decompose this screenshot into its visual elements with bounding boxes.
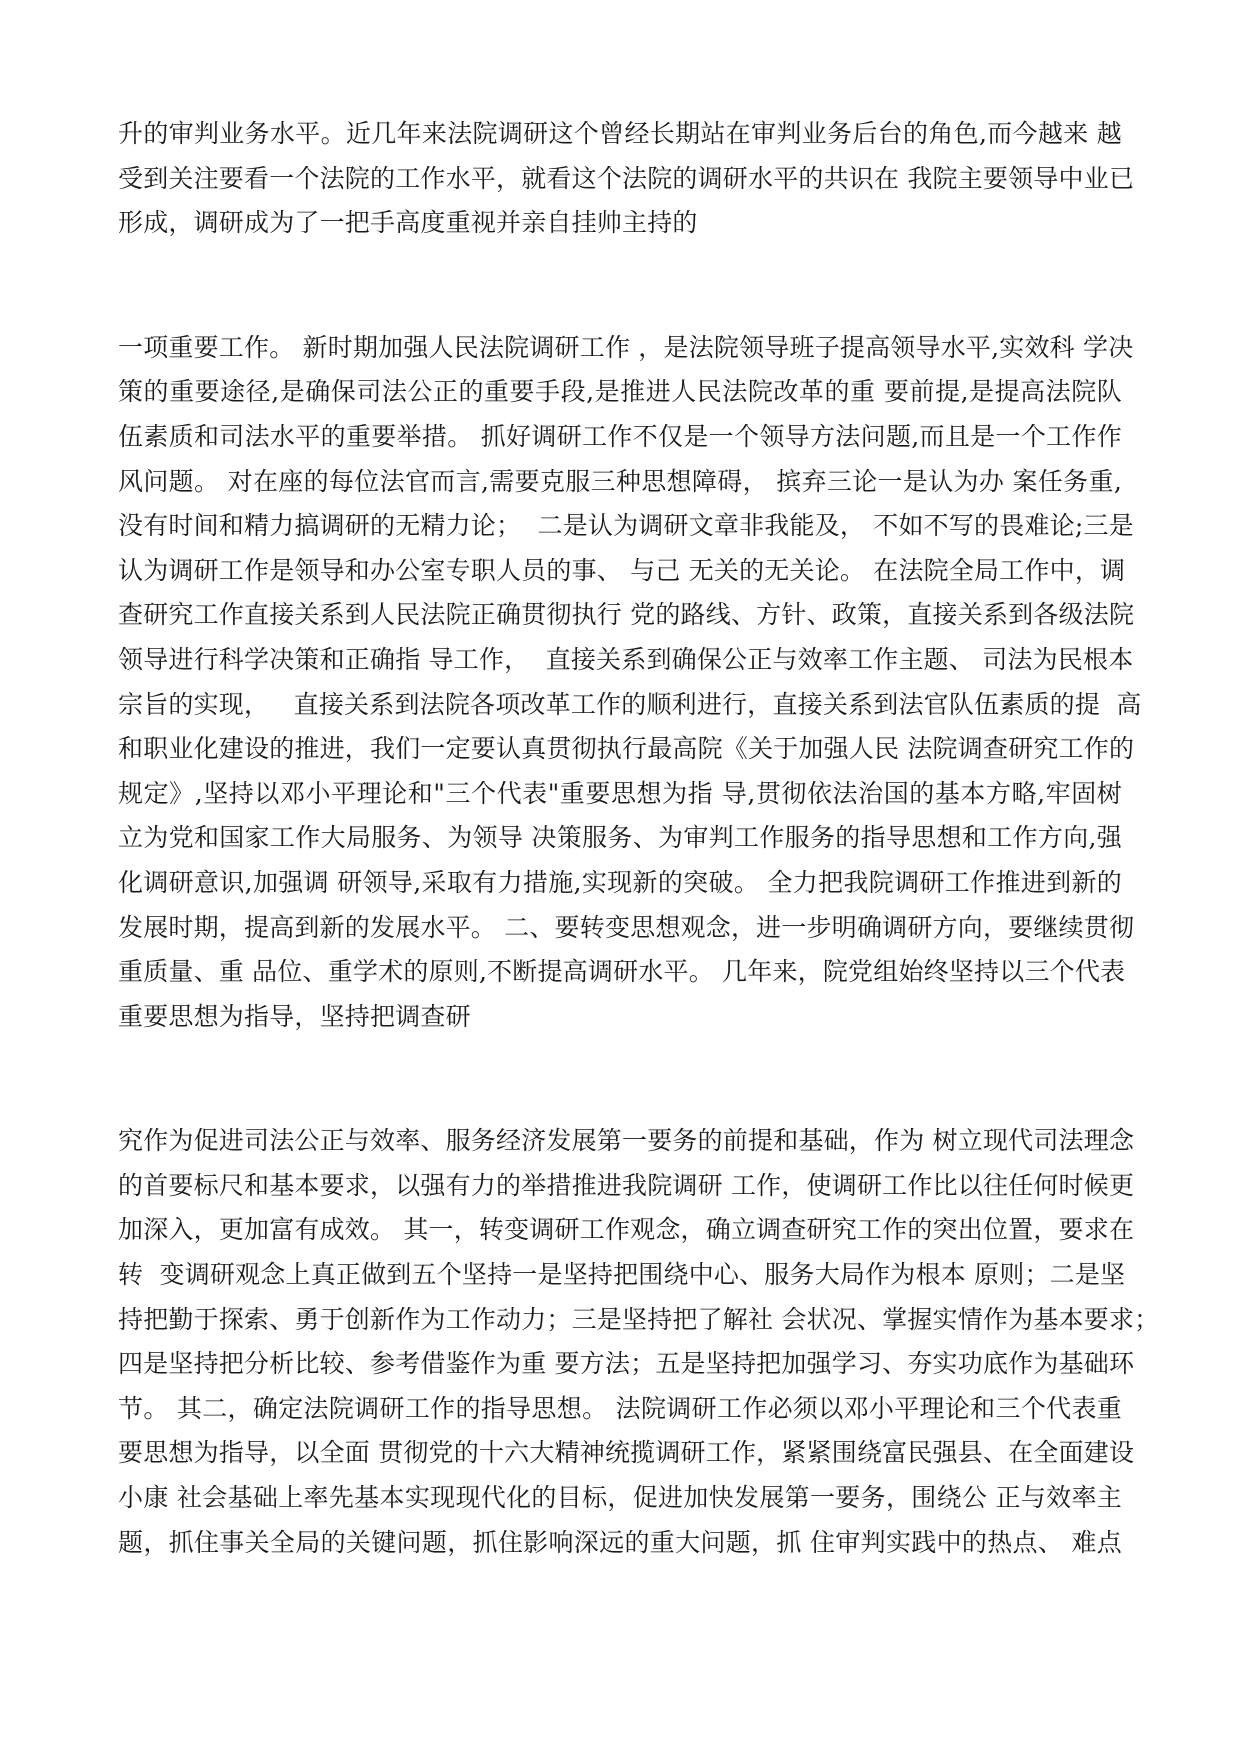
text-line: 策的重要途径,是确保司法公正的重要手段,是推进人民法院改革的重 要前提,是提高法院队 (118, 377, 1122, 407)
text-line: 究作为促进司法公正与效率、服务经济发展第一要务的前提和基础，作为 树立现代司法理念 (118, 1126, 1135, 1156)
text-line: 持把勤于探索、勇于创新作为工作动力；三是坚持把了解社 会状况、掌握实情作为基本要求； (118, 1304, 1160, 1334)
text-line: 转 变调研观念上真正做到五个坚持一是坚持把围绕中心、服务大局作为根本 原则；二是坚 (118, 1260, 1126, 1290)
paragraph-gap (118, 1039, 1122, 1119)
text-line: 伍素质和司法水平的重要举措。 抓好调研工作不仅是一个领导方法问题,而且是一个工作作 (118, 421, 1122, 451)
text-line: 要思想为指导，以全面 贯彻党的十六大精神统揽调研工作，紧紧围绕富民强县、在全面建设 (118, 1438, 1135, 1468)
text-line: 宗旨的实现， 直接关系到法院各项改革工作的顺利进行，直接关系到法官队伍素质的提 高 (118, 689, 1142, 719)
text-line: 受到关注要看一个法院的工作水平，就看这个法院的调研水平的共识在 我院主要领导中业已 (118, 163, 1135, 193)
document-page (118, 112, 1160, 1565)
paragraph-1 (118, 112, 1135, 246)
text-line: 化调研意识,加强调 研领导,采取有力措施,实现新的突破。 全力把我院调研工作推进到新的 (118, 867, 1122, 897)
paragraph-gap (118, 246, 1122, 326)
text-line: 一项重要工作。 新时期加强人民法院调研工作 ，是法院领导班子提高领导水平,实效科 学决 (118, 332, 1134, 362)
text-line: 节。 其二，确定法院调研工作的指导思想。 法院调研工作必须以邓小平理论和三个代表重 (118, 1393, 1122, 1423)
text-line: 四是坚持把分析比较、参考借鉴作为重 要方法；五是坚持把加强学习、夯实功底作为基础环 (118, 1349, 1135, 1379)
text-line: 加深入，更加富有成效。 其一，转变调研工作观念，确立调查研究工作的突出位置，要求在 (118, 1215, 1135, 1245)
text-line: 重要思想为指导，坚持把调查研 (118, 1001, 471, 1031)
text-line: 升的审判业务水平。近几年来法院调研这个曾经长期站在审判业务后台的角色,而今越来 越 (118, 119, 1122, 148)
paragraph-3 (118, 1119, 1160, 1565)
text-line: 没有时间和精力搞调研的无精力论； 二是认为调研文章非我能及， 不如不写的畏难论;三是 (118, 511, 1134, 541)
text-line: 的首要标尺和基本要求，以强有力的举措推进我院调研 工作，使调研工作比以往任何时候更 (118, 1170, 1135, 1200)
paragraph-2 (118, 326, 1142, 1040)
text-line: 题，抓住事关全局的关键问题，抓住影响深远的重大问题，抓 住审判实践中的热点、 难点 (118, 1527, 1122, 1557)
text-line: 和职业化建设的推进，我们一定要认真贯彻执行最高院《关于加强人民 法院调查研究工作的 (118, 734, 1135, 764)
text-line: 认为调研工作是领导和办公室专职人员的事、 与己 无关的无关论。 在法院全局工作中，调 (118, 555, 1126, 585)
text-line: 风问题。 对在座的每位法官而言,需要克服三种思想障碍， 摈弃三论一是认为办 案任务重, (118, 466, 1122, 496)
text-line: 小康 社会基础上率先基本实现现代化的目标，促进加快发展第一要务，围绕公 正与效率主 (118, 1483, 1122, 1513)
text-line: 重质量、重 品位、重学术的原则,不断提高调研水平。 几年来，院党组始终坚持以三个代表 (118, 957, 1126, 987)
text-line: 形成，调研成为了一把手高度重视并亲自挂帅主持的 (118, 208, 698, 238)
text-line: 领导进行科学决策和正确指 导工作， 直接关系到确保公正与效率工作主题、 司法为民根本 (118, 644, 1134, 674)
text-line: 立为党和国家工作大局服务、为领导 决策服务、为审判工作服务的指导思想和工作方向,强 (118, 823, 1122, 853)
text-line: 发展时期，提高到新的发展水平。 二、要转变思想观念，进一步明确调研方向，要继续贯彻 (118, 912, 1135, 942)
text-line: 规定》,坚持以邓小平理论和"三个代表"重要思想为指 导,贯彻依法治国的基本方略,牢固树 (118, 778, 1122, 808)
text-line: 查研究工作直接关系到人民法院正确贯彻执行 党的路线、方针、政策，直接关系到各级法院 (118, 600, 1135, 630)
